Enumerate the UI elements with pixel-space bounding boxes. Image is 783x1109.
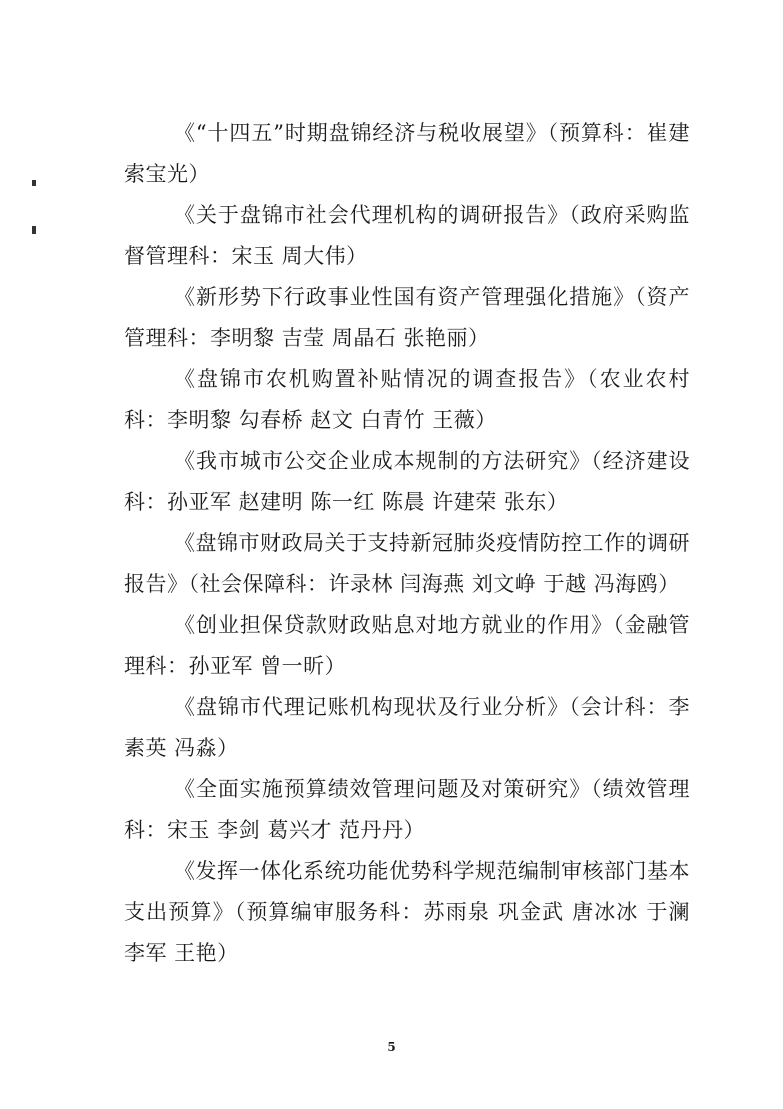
report-entry-5: 《我市城市公交企业成本规制的方法研究》（经济建设科：孙亚军 赵建明 陈一红 陈晨 许建荣 张东） [124,449,690,514]
report-entry-10: 《发挥一体化系统功能优势科学规范编制审核部门基本支出预算》（预算编审服务科：苏雨泉 巩金武 唐冰冰 于澜 李军 王艳） [124,859,690,965]
report-entry-2: 《关于盘锦市社会代理机构的调研报告》（政府采购监督管理科：宋玉 周大伟） [124,203,690,268]
report-entry-1: 《“十四五”时期盘锦经济与税收展望》（预算科：崔建 索宝光） [124,121,690,186]
scan-mark-top [32,180,36,186]
report-entry-6: 《盘锦市财政局关于支持新冠肺炎疫情防控工作的调研报告》（社会保障科：许录林 闫海燕 刘文峥 于越 冯海鸥） [124,531,690,596]
report-entry-7: 《创业担保贷款财政贴息对地方就业的作用》（金融管理科：孙亚军 曾一昕） [124,613,690,678]
report-entry-3: 《新形势下行政事业性国有资产管理强化措施》（资产管理科：李明黎 吉莹 周晶石 张艳丽） [124,285,690,350]
page-number: 5 [387,1040,396,1054]
report-entry-8: 《盘锦市代理记账机构现状及行业分析》（会计科：李素英 冯淼） [124,695,690,760]
report-entry-9: 《全面实施预算绩效管理问题及对策研究》（绩效管理科：宋玉 李剑 葛兴才 范丹丹） [124,777,690,842]
report-entry-4: 《盘锦市农机购置补贴情况的调查报告》（农业农村科：李明黎 勾春桥 赵文 白青竹 王薇） [124,367,690,432]
scan-mark-bottom [32,226,36,234]
